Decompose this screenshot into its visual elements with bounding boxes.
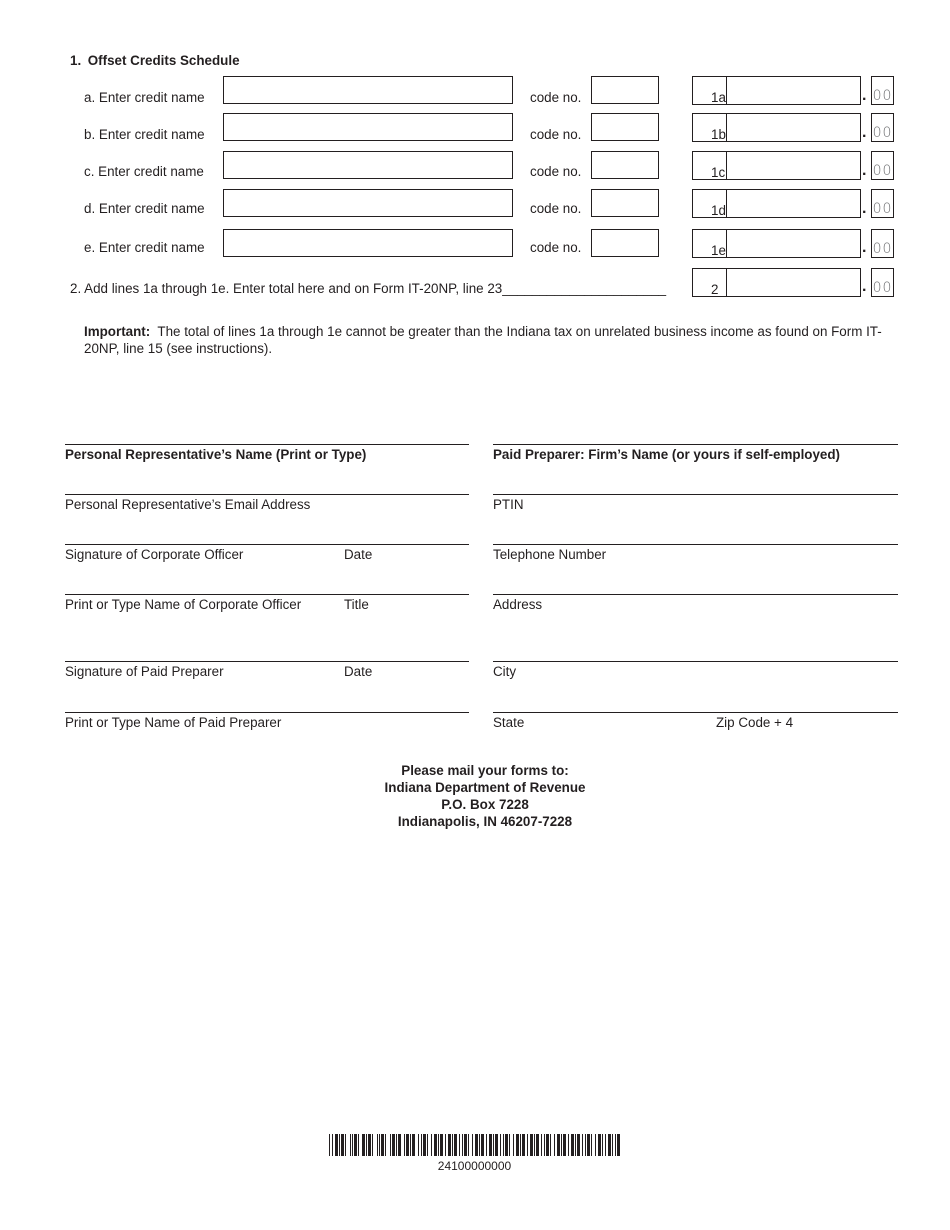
- ptin-caption: PTIN: [493, 497, 524, 512]
- decimal-point: .: [862, 200, 867, 217]
- address-line[interactable]: [493, 594, 898, 595]
- line2-label: 2. Add lines 1a through 1e. Enter total here and on Form IT-20NP, line 23______________________: [70, 281, 667, 296]
- code-input-d[interactable]: [591, 189, 659, 217]
- preparer-signature-caption: Signature of Paid Preparer: [65, 664, 224, 679]
- code-input-c[interactable]: [591, 151, 659, 179]
- ptin-line[interactable]: [493, 494, 898, 495]
- mail-line-2: Indiana Department of Revenue: [384, 780, 586, 795]
- barcode-number: 24100000000: [437, 1159, 512, 1173]
- decimal-point: .: [862, 124, 867, 141]
- section-title-text: Offset Credits Schedule: [87, 53, 240, 68]
- mail-line-4: Indianapolis, IN 46207-7228: [397, 814, 573, 829]
- mail-line-1: Please mail your forms to:: [401, 763, 569, 778]
- amount-input-1a[interactable]: [692, 76, 861, 105]
- line-number: 1d: [711, 203, 726, 218]
- officer-signature-caption: Signature of Corporate Officer: [65, 547, 244, 562]
- officer-name-caption: Print or Type Name of Corporate Officer: [65, 597, 302, 612]
- line-number: 1e: [711, 243, 726, 258]
- cents-input-1d[interactable]: 00: [871, 189, 894, 218]
- zip-caption: Zip Code + 4: [716, 715, 794, 730]
- code-input-e[interactable]: [591, 229, 659, 257]
- preparer-name-line[interactable]: [65, 712, 469, 713]
- state-caption: State: [493, 715, 525, 730]
- credit-name-input-e[interactable]: [223, 229, 513, 257]
- important-lead: Important:: [84, 324, 151, 339]
- amount-input-1d[interactable]: [692, 189, 861, 218]
- amount-input-1c[interactable]: [692, 151, 861, 180]
- cents-input-1a[interactable]: 00: [871, 76, 894, 105]
- cents-input-1b[interactable]: 00: [871, 113, 894, 142]
- code-label-c: code no.: [530, 164, 582, 179]
- line-number: 1a: [711, 90, 726, 105]
- amount-input-1e[interactable]: [692, 229, 861, 258]
- code-label-e: code no.: [530, 240, 582, 255]
- code-input-b[interactable]: [591, 113, 659, 141]
- telephone-caption: Telephone Number: [493, 547, 607, 562]
- cents-input-2[interactable]: 00: [871, 268, 894, 297]
- cents-input-1e[interactable]: 00: [871, 229, 894, 258]
- officer-title-caption: Title: [344, 597, 369, 612]
- mailing-address: [325, 762, 645, 830]
- decimal-point: .: [862, 278, 867, 295]
- amount-input-1b[interactable]: [692, 113, 861, 142]
- code-label-a: code no.: [530, 90, 582, 105]
- firm-name-line[interactable]: [493, 444, 898, 445]
- credit-name-input-c[interactable]: [223, 151, 513, 179]
- amount-input-2[interactable]: [692, 268, 861, 297]
- rep-name-caption: Personal Representative’s Name (Print or Type): [65, 447, 367, 462]
- mail-line-3: P.O. Box 7228: [441, 797, 529, 812]
- firm-name-caption: Paid Preparer: Firm’s Name (or yours if self-employed): [493, 447, 841, 462]
- decimal-point: .: [862, 87, 867, 104]
- credit-name-label-d: d. Enter credit name: [84, 201, 205, 216]
- line-number: 1b: [711, 127, 726, 142]
- credit-name-input-a[interactable]: [223, 76, 513, 104]
- important-text: The total of lines 1a through 1e cannot be greater than the Indiana tax on unrelated business income as found on Form IT-20NP, line 15 (see instructions).: [84, 324, 882, 356]
- code-label-d: code no.: [530, 201, 582, 216]
- credit-name-label-a: a. Enter credit name: [84, 90, 205, 105]
- section-number: 1.: [70, 53, 82, 68]
- line-number: 2: [711, 282, 719, 297]
- rep-email-caption: Personal Representative’s Email Address: [65, 497, 311, 512]
- address-caption: Address: [493, 597, 543, 612]
- cents-input-1c[interactable]: 00: [871, 151, 894, 180]
- credit-name-input-b[interactable]: [223, 113, 513, 141]
- preparer-signature-line[interactable]: [65, 661, 469, 662]
- officer-signature-line[interactable]: [65, 544, 469, 545]
- code-label-b: code no.: [530, 127, 582, 142]
- telephone-line[interactable]: [493, 544, 898, 545]
- credit-name-input-d[interactable]: [223, 189, 513, 217]
- state-zip-line[interactable]: [493, 712, 898, 713]
- code-input-a[interactable]: [591, 76, 659, 104]
- city-caption: City: [493, 664, 517, 679]
- officer-name-line[interactable]: [65, 594, 469, 595]
- rep-name-line[interactable]: [65, 444, 469, 445]
- preparer-date-caption: Date: [344, 664, 373, 679]
- decimal-point: .: [862, 239, 867, 256]
- preparer-name-caption: Print or Type Name of Paid Preparer: [65, 715, 282, 730]
- rep-email-line[interactable]: [65, 494, 469, 495]
- barcode-icon: [329, 1134, 620, 1156]
- decimal-point: .: [862, 162, 867, 179]
- credit-name-label-c: c. Enter credit name: [84, 164, 204, 179]
- section-title: [70, 53, 240, 68]
- important-note: [84, 323, 896, 357]
- city-line[interactable]: [493, 661, 898, 662]
- credit-name-label-e: e. Enter credit name: [84, 240, 205, 255]
- credit-name-label-b: b. Enter credit name: [84, 127, 205, 142]
- line-number: 1c: [711, 165, 726, 180]
- officer-date-caption: Date: [344, 547, 373, 562]
